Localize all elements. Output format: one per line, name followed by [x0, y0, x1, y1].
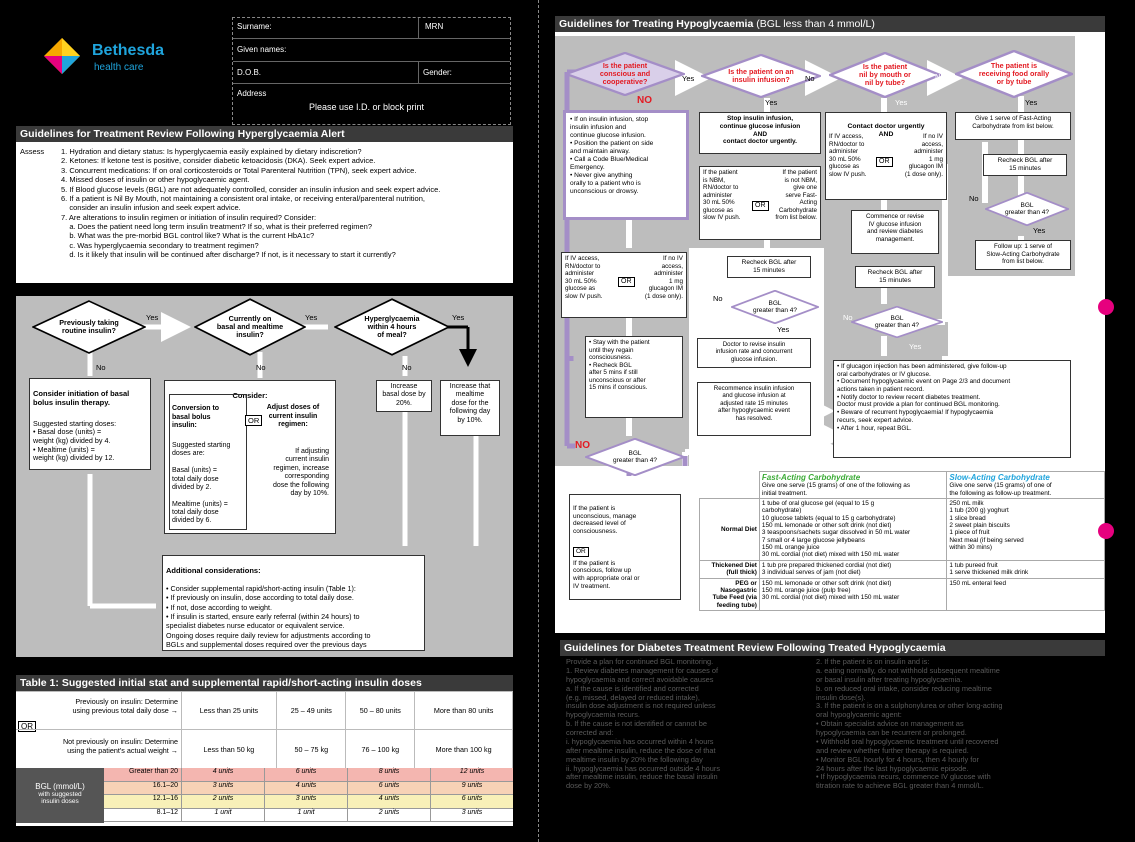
- given-names-field[interactable]: Given names:: [237, 45, 287, 54]
- yes-label: Yes: [1033, 226, 1046, 235]
- hypoglycaemia-title: Guidelines for Treating Hypoglycaemia (BGL less than 4 mmol/L): [555, 16, 1105, 32]
- bgl-range: 16.1–20: [104, 782, 181, 795]
- patient-id-box: [232, 17, 511, 125]
- review-left-text: Provide a plan for continued BGL monitoring. 1. Review diabetes management for causes of hypoglycaemia and correct avoidable causes a. If the cause is identified and corrected (e.g. missed, delayed or reduced intake), insulin dose adjustment is not required unless hypoglycaemia recurs. b. If the cause is not identified or cannot be corrected and: i. hypoglycaemia has occurred within 4 hours after mealtime insulin, reduce the dose of that mealtime insulin by 20% the following day ii. hypoglycaemia has occurred outside 4 hours after mealtime insulin, reduce the basal insulin dose by 20%.: [566, 657, 721, 791]
- recheck-bgl-box: Recheck BGL after 15 minutes: [855, 266, 935, 288]
- dose-cell: 4 units: [264, 782, 347, 795]
- carbohydrate-table: Fast-Acting Carbohydrate Give one serve (15 grams) of one of the following as initial treatment. Slow-Acting Carbohydrate Give one serve (15 grams) of one of the following as follow-up treatment. Normal Diet 1 tube of oral glucose gel (equal to 15 g carbohydrate) 10 glucose tablets (equal to 15 g carbohydrate) 150 mL lemonade or other soft drink (not diet) 3 teaspoons/sachets sugar dissolved in 50 mL water 7 small or 4 large glucose jellybeans 150 mL orange juice 30 mL cordial (not diet) mixed with 150 mL water 250 mL milk 1 tub (200 g) yoghurt 1 slice bread 2 sweet plain biscuits 1 piece of fruit Next meal (if being served within 30 mins) Thickened Diet (full thick) 1 tub pre prepared thickened cordial (not diet) 3 individual serves of jam (not diet) 1 tub pureed fruit 1 serve thickened milk drink PEG or Nasogastric Tube Feed (via feeding tube) 150 mL lemonade or other soft drink (not diet) 150 mL orange juice (pulp free) 30 mL cordial (not diet) mixed with 150 mL water 150 mL enteral feed: [699, 471, 1105, 611]
- yes-label: Yes: [777, 325, 790, 334]
- bgl-range: 12.1–16: [104, 795, 181, 808]
- increase-basal-box: Increase basal dose by 20%.: [376, 380, 432, 412]
- yes-label: Yes: [895, 98, 908, 107]
- yes-label: Yes: [1025, 98, 1038, 107]
- decision-oral: The patient is receiving food orally or by tube: [955, 50, 1073, 98]
- logo-name: Bethesda: [92, 42, 165, 59]
- or-badge: OR: [245, 415, 262, 426]
- iv-access-box: If IV access, RN/doctor to administer 30 mL 50% glucose as slow IV push. OR If no IV access, administer 1 mg glucagon IM (1 dose only).: [561, 252, 687, 318]
- dose-cell: 1 unit: [264, 809, 347, 822]
- decision-bgl-4-far: BGL greater than 4?: [985, 192, 1069, 226]
- logo-sub: health care: [94, 62, 144, 73]
- assess-item: 1. Hydration and dietary status: Is hyperglycaemia easily explained by dietary indiscretion?: [61, 147, 362, 156]
- dose-cell: 4 units: [347, 795, 430, 808]
- recheck-bgl-box: Recheck BGL after 15 minutes: [727, 256, 811, 278]
- decision-bgl-4-mid: BGL greater than 4?: [731, 290, 819, 324]
- dose-cell: 1 unit: [181, 809, 264, 822]
- no-label: NO: [637, 95, 652, 106]
- assess-item: 3. Concurrent medications: If on oral corticosteroids or Total Parenteral Nutrition (TPN), seek expert advice.: [61, 165, 417, 175]
- dose-cell: 2 units: [181, 795, 264, 808]
- initiation-box: Consider initiation of basal bolus insulin therapy. Suggested starting doses: • Basal dose (units) = weight (kg) divided by 4. • Mealtime (units) = weight (kg) divided by 12.: [29, 378, 151, 470]
- review-panel: [560, 640, 1105, 830]
- assess-item: 6. If a patient is Nil By Mouth, not maintaining a consistent oral intake, or receiving enteral/parenteral nutrition, consider an insulin infusion and seek expert advice.: [61, 193, 425, 213]
- punch-hole: [1098, 299, 1114, 315]
- assess-item: d. Is it likely that insulin will be continued after discharge? If not, is it necessary to start it currently?: [61, 250, 396, 260]
- no-label: No: [935, 72, 945, 81]
- bgl-label-block: BGL (mmol/L) with suggested insulin doses: [16, 768, 104, 823]
- assess-item: c. Was hyperglycaemia secondary to treatment regimen?: [61, 240, 259, 250]
- no-label: No: [256, 363, 266, 372]
- surname-field[interactable]: Surname:: [237, 22, 272, 31]
- give-fast-carb-box: Give 1 serve of Fast-Acting Carbohydrate from list below.: [955, 112, 1071, 140]
- dob-field[interactable]: D.O.B.: [237, 68, 262, 77]
- doctor-revise-box: Doctor to revise insulin infusion rate and concurrent glucose infusion.: [697, 338, 811, 368]
- no-label: NO: [575, 440, 590, 451]
- dose-cell: 3 units: [181, 782, 264, 795]
- page-divider: [538, 0, 539, 842]
- dose-cell: 2 units: [347, 809, 430, 822]
- yes-label: Yes: [146, 313, 159, 322]
- yes-label: Yes: [909, 342, 922, 351]
- dose-cell: 6 units: [347, 782, 430, 795]
- dose-cell: 6 units: [430, 795, 513, 808]
- assess-list: [61, 147, 511, 260]
- follow-up-box: Follow up: 1 serve of Slow-Acting Carbohydrate from list below.: [975, 240, 1071, 270]
- decision-previously-insulin: Previously taking routine insulin?: [32, 300, 146, 354]
- mrn-field[interactable]: MRN: [425, 22, 444, 31]
- commence-iv-box: Commence or revise IV glucose infusion and review diabetes management.: [851, 210, 939, 254]
- not-prev-insulin-label: Not previously on insulin: Determine using the patient's actual weight →: [62, 737, 178, 755]
- additional-considerations-box: Additional considerations: • Consider supplemental rapid/short-acting insulin (Table 1): • If previously on insulin, dose according to total daily dose. • If not, dose according to weight. • If insulin is started, ensure early referral (within 24 hours) to specialist diabetes nurse educator or equivalent service. Ongoing doses require daily review for adjustments according to BGLs and supplemental doses required over the previous days: [162, 555, 425, 651]
- stop-infusion-box: Stop insulin infusion, continue glucose infusion AND contact doctor urgently.: [699, 112, 821, 154]
- table1-panel: [16, 675, 513, 826]
- contact-doctor-box: Contact doctor urgently AND If IV access, RN/doctor to administer 30 mL 50% glucose as slow IV push. OR If no IV access, administer 1 mg glucagon IM (1 dose only).: [825, 112, 947, 200]
- hyperglycaemia-review-title: Guidelines for Treatment Review Following Hyperglycaemia Alert: [16, 126, 513, 142]
- no-label: No: [96, 363, 106, 372]
- dose-cell: 4 units: [181, 768, 264, 781]
- assess-item: 7. Are alterations to insulin regimen or initiation of insulin required? Consider:: [61, 212, 317, 222]
- yes-label: Yes: [765, 98, 778, 107]
- decision-bgl-4-right: BGL greater than 4?: [851, 306, 943, 338]
- assess-item: 2. Ketones: If ketone test is positive, consider diabetic ketoacidosis (DKA). Seek expert advice.: [61, 156, 376, 166]
- bgl-range: 8.1–12: [104, 809, 181, 822]
- decision-nil-by-mouth: Is the patient nil by mouth or nil by tube?: [829, 52, 941, 98]
- unconscious-box: • If on insulin infusion, stop insulin infusion and continue glucose infusion. • Position the patient on side and maintain airway. • Call a Code Blue/Medical Emergency. • Never give anything orally to a patient who is unconscious or drowsy.: [563, 110, 689, 220]
- table1-title: Table 1: Suggested initial stat and supplemental rapid/short-acting insulin doses: [16, 675, 513, 691]
- yes-label: Yes: [682, 74, 695, 83]
- decision-within-4h: Hyperglycaemia within 4 hours of meal?: [334, 298, 450, 356]
- no-label: No: [805, 74, 815, 83]
- recheck-bgl-box: Recheck BGL after 15 minutes: [983, 154, 1067, 176]
- logo-mark-icon: [42, 36, 82, 76]
- consider-box: Consider: Conversion to basal bolus insulin: Suggested starting doses are: Basal (units) = total daily dose divided by 2. Mealtime (units) = total daily dose divided by 6. OR Adjust doses of current insulin regimen: If adjusting current insulin regimen, increase corresponding dose the following day by 10%.: [164, 380, 336, 534]
- assess-item: 5. If Blood glucose levels (BGL) are not adequately controlled, consider an insulin infusion and seek expert advice.: [61, 184, 441, 194]
- dose-row: [104, 782, 513, 796]
- review-right-text: 2. If the patient is on insulin and is: a. eating normally, do not withhold subsequent mealtime or basal insulin after treating hypoglycaemia. b. on reduced oral intake, consider reducing mealtime insulin dose(s). 3. If the patient is on a sulphonylurea or other long-acting oral hypoglycaemic agent: • Obtain specialist advice on management as hypoglycaemia can be recurrent or prolonged. • Withhold oral hypoglycaemic treatment until recovered and review whether further therapy is required. • Monitor BGL hourly for 4 hours, then 4 hourly for 24 hours after the last hypoglycaemic episode. • If hypoglycaemia recurs, commence IV glucose with titration rate to achieve BGL greater than 4 mmol/L.: [816, 657, 1003, 791]
- decision-insulin-infusion: Is the patient on an insulin infusion?: [701, 54, 821, 98]
- final-actions-box: • If glucagon injection has been administered, give follow-up oral carbohydrates or IV glucose. • Document hypoglycaemic event on Page 2/3 and document actions taken in patient record. • Notify doctor to review recent diabetes treatment. Doctor must provide a plan for continued BGL monitoring. • Beware of recurrent hypoglycaemia! If hypoglycaemia recurs, seek expert advice. • After 1 hour, repeat BGL.: [833, 360, 1071, 458]
- hyperglycaemia-flow-panel: [16, 296, 513, 657]
- dose-cell: 3 units: [430, 809, 513, 822]
- recommence-box: Recommence insulin infusion and glucose infusion at adjusted rate 15 minutes after hypoglycaemic event has resolved.: [697, 382, 811, 436]
- punch-hole: [1098, 523, 1114, 539]
- review-title: Guidelines for Diabetes Treatment Review Following Treated Hypoglycaemia: [560, 640, 1105, 656]
- table1-dose-rows: [104, 768, 513, 822]
- assess-item: 4. Missed doses of insulin or other hypoglycaemic agent.: [61, 175, 250, 185]
- assess-item: a. Does the patient need long term insulin treatment? If so, what is their preferred regimen?: [61, 222, 373, 231]
- dose-cell: 12 units: [430, 768, 513, 781]
- yes-label: Yes: [305, 313, 318, 322]
- adjust-section: Adjust doses of current insulin regimen: If adjusting current insulin regimen, increase corresponding dose the following day by 10%.: [266, 404, 329, 497]
- yes-label: Yes: [452, 313, 465, 322]
- decision-conscious: Is the patient conscious and cooperative?: [565, 52, 685, 96]
- decision-basal-mealtime: Currently on basal and mealtime insulin?: [194, 298, 306, 356]
- gender-field[interactable]: Gender:: [423, 68, 452, 77]
- table1-grid: Less than 25 units 25 – 49 units 50 – 80 units More than 80 units Less than 50 kg 50 – 75 kg 76 – 100 kg More than 100 kg: [16, 691, 513, 770]
- or-badge: OR: [18, 721, 36, 732]
- hyperglycaemia-review-panel: [16, 126, 513, 283]
- yes-label: Yes: [641, 478, 654, 487]
- dose-cell: 6 units: [264, 768, 347, 781]
- no-label: No: [402, 363, 412, 372]
- no-label: No: [843, 313, 853, 322]
- conscious-box: If the patient is unconscious, manage decreased level of consciousness. OR If the patient is conscious, follow up with appropriate oral or IV treatment.: [569, 494, 681, 600]
- dose-cell: 8 units: [347, 768, 430, 781]
- dose-cell: 9 units: [430, 782, 513, 795]
- no-label: No: [969, 194, 979, 203]
- prev-insulin-label: Previously on insulin: Determine using previous total daily dose →: [72, 697, 178, 715]
- assess-item: b. What was the pre-morbid BGL control like? What is the current HbA1c?: [61, 231, 315, 241]
- dose-row: [104, 795, 513, 809]
- nbm-box: If the patient is NBM, RN/doctor to administer 30 mL 50% glucose as slow IV push. OR If the patient is not NBM, give one serve Fast- Acting Carbohydrate from list below.: [699, 166, 821, 240]
- logo: [42, 36, 182, 78]
- address-field[interactable]: Address: [237, 89, 267, 98]
- assess-label: Assess: [20, 147, 45, 156]
- hypoglycaemia-panel: [555, 16, 1105, 633]
- dose-row: [104, 768, 513, 782]
- dose-cell: 3 units: [264, 795, 347, 808]
- dose-row: [104, 809, 513, 823]
- increase-mealtime-box: Increase that mealtime dose for the following day by 10%.: [440, 380, 500, 436]
- stay-with-patient-box: • Stay with the patient until they regain consciousness. • Recheck BGL after 5 mins if still unconscious or after 15 mins if conscious.: [585, 336, 683, 418]
- id-note: Please use I.D. or block print: [309, 102, 425, 112]
- conversion-section: Conversion to basal bolus insulin: Suggested starting doses are: Basal (units) = total daily dose divided by 2. Mealtime (units) = total daily dose divided by 6.: [169, 394, 247, 530]
- no-label: No: [713, 294, 723, 303]
- bgl-range: Greater than 20: [104, 768, 181, 781]
- decision-bgl-4-left: BGL greater than 4?: [585, 438, 685, 476]
